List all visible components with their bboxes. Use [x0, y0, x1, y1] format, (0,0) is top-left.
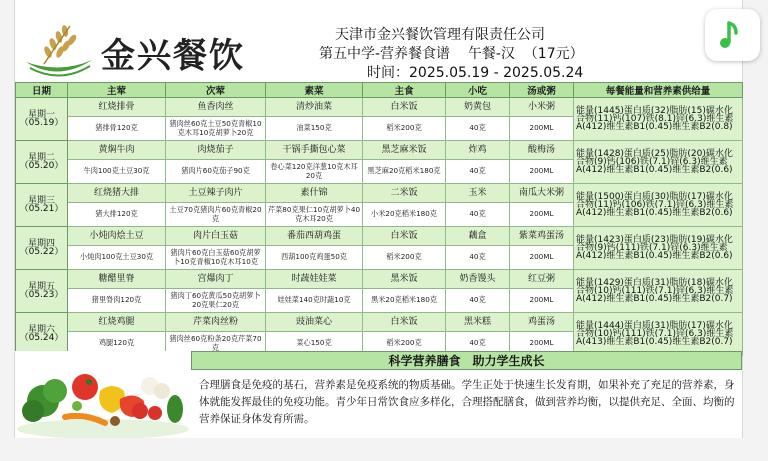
dish-vegetable: 干锅手撕包心菜	[266, 141, 363, 160]
col-header-staple: 主食	[363, 83, 446, 98]
col-header-nutrition: 每餐能量和营养素供给量	[574, 83, 743, 98]
ingredient-soup: 200ML	[510, 203, 574, 227]
dish-row	[16, 98, 743, 117]
company-name: 天津市金兴餐饮管理有限责任公司	[335, 27, 545, 43]
col-header-date: 日期	[16, 83, 68, 98]
nutrition-cell: 能量(1429)蛋白质(31)脂肪(18)碳水化合物(10)钙(111)铁(7.1)锌(6.3)维生素A(412)维生素B1(0.45)维生素B2(0.7)	[574, 270, 743, 313]
ingredient-soup: 200ML	[510, 160, 574, 184]
day-cell: 星期五（05.23）	[16, 270, 68, 313]
dish-side-meat: 芹菜肉丝粉	[166, 313, 266, 332]
ingredient-main-meat: 猪里脊肉120克	[68, 289, 166, 313]
dish-main-meat: 红烧排骨	[68, 98, 166, 117]
ingredient-soup: 200ML	[510, 332, 574, 356]
ingredient-staple: 小米20克稻米180克	[363, 203, 446, 227]
ingredient-side-meat: 猪肉丝60克粉条20克芹菜70克	[166, 332, 266, 356]
ingredient-vegetable: 油菜150克	[266, 117, 363, 141]
ingredient-main-meat: 猪大排120克	[68, 203, 166, 227]
dish-soup: 紫菜鸡蛋汤	[510, 227, 574, 246]
dish-staple: 黑米饭	[363, 270, 446, 289]
table-header-row	[16, 83, 743, 98]
ingredient-snack: 40克	[446, 117, 510, 141]
menu-subtitle: 第五中学-营养餐食谱 午餐-汉 （17元）	[319, 46, 584, 62]
dish-side-meat: 肉烧茄子	[166, 141, 266, 160]
dish-row	[16, 270, 743, 289]
nutrition-paragraph: 合理膳食是免疫的基石，营养素是免疫系统的物质基础。学生正处于快速生长发育期，如果补充了充足的营养素，身体就能发挥最佳的免疫功能。青少年日常饮食应多样化，合理搭配膳食，做到营养均衡，以提供充足、全面、均衡的营养保证身体发育所需。	[199, 379, 735, 425]
ingredient-vegetable: 西葫100克鸡蛋50克	[266, 246, 363, 270]
dish-side-meat: 肉片白玉菇	[166, 227, 266, 246]
dish-main-meat: 黄焖牛肉	[68, 141, 166, 160]
ingredient-main-meat: 牛肉100克土豆30克	[68, 160, 166, 184]
ingredient-vegetable: 卷心菜120克洋葱10克木耳20克	[266, 160, 363, 184]
bottom-section	[15, 351, 742, 438]
ingredient-side-meat: 猪肉丁60克黄瓜50克胡萝卜20克果仁20克	[166, 289, 266, 313]
dish-staple: 白米饭	[363, 98, 446, 117]
col-header-main-meat: 主荤	[68, 83, 166, 98]
ingredient-snack: 40克	[446, 289, 510, 313]
dish-staple: 黑芝麻米饭	[363, 141, 446, 160]
vegetables-image	[15, 351, 191, 438]
dish-snack: 藕盒	[446, 227, 510, 246]
dish-row	[16, 227, 743, 246]
wheat-logo-icon	[20, 22, 98, 78]
nutrition-cell: 能量(1428)蛋白质(25)脂肪(20)碳水化合物(9)钙(106)铁(7.1)锌(6.3)维生素A(412)维生素B1(0.45)维生素B2(0.6)	[574, 141, 743, 184]
ingredient-snack: 40克	[446, 160, 510, 184]
ingredient-staple: 稻米200克	[363, 246, 446, 270]
dish-row	[16, 184, 743, 203]
ingredient-vegetable: 娃娃菜140克时蔬10克	[266, 289, 363, 313]
col-header-vegetable: 素菜	[266, 83, 363, 98]
dish-staple: 白米饭	[363, 227, 446, 246]
dish-soup: 鸡蛋汤	[510, 313, 574, 332]
ingredient-side-meat: 土豆70克猪肉片60克青椒20克	[166, 203, 266, 227]
dish-side-meat: 土豆辣子肉片	[166, 184, 266, 203]
ingredient-main-meat: 猪排骨120克	[68, 117, 166, 141]
ingredient-staple: 黑米20克稻米180克	[363, 289, 446, 313]
col-header-snack: 小吃	[446, 83, 510, 98]
dish-snack: 奶香馒头	[446, 270, 510, 289]
col-header-side-meat: 次荤	[166, 83, 266, 98]
ingredient-snack: 40克	[446, 203, 510, 227]
dish-main-meat: 糖醋里脊	[68, 270, 166, 289]
nutrition-cell: 能量(1423)蛋白质(23)脂肪(19)碳水化合物(9)钙(111)铁(7.1)锌(6.3)维生素A(412)维生素B1(0.45)维生素B2(0.6)	[574, 227, 743, 270]
ingredient-main-meat: 鸡腿120克	[68, 332, 166, 356]
slogan-banner: 科学营养膳食 助力学生成长	[191, 351, 742, 370]
ingredient-soup: 200ML	[510, 246, 574, 270]
date-range: 时间：2025.05.19 - 2025.05.24	[367, 65, 584, 81]
ingredient-main-meat: 小炖肉100克土豆30克	[68, 246, 166, 270]
dish-soup: 酸梅汤	[510, 141, 574, 160]
nutrition-cell: 能量(1500)蛋白质(30)脂肪(17)碳水化合物(11)钙(106)铁(7.1)锌(6.3)维生素A(412)维生素B1(0.45)维生素B2(0.6)	[574, 184, 743, 227]
ingredient-side-meat: 猪肉片60克白玉菇60克胡萝卜10克青椒10克木耳10克	[166, 246, 266, 270]
header	[15, 0, 742, 82]
dish-side-meat: 鱼香肉丝	[166, 98, 266, 117]
ingredient-snack: 40克	[446, 332, 510, 356]
dish-staple: 白米饭	[363, 313, 446, 332]
ingredient-soup: 200ML	[510, 289, 574, 313]
day-cell: 星期一（05.19）	[16, 98, 68, 141]
ingredient-staple: 黑芝麻20克稻米180克	[363, 160, 446, 184]
dish-soup: 红豆粥	[510, 270, 574, 289]
brand-name: 金兴餐饮	[101, 36, 245, 76]
dish-vegetable: 番茄西葫鸡蛋	[266, 227, 363, 246]
dish-snack: 黑米糕	[446, 313, 510, 332]
menu-sheet	[14, 0, 743, 438]
dish-main-meat: 小炖肉烩土豆	[68, 227, 166, 246]
dish-soup: 南瓜大米粥	[510, 184, 574, 203]
dish-vegetable: 豉油菜心	[266, 313, 363, 332]
dish-soup: 小米粥	[510, 98, 574, 117]
dish-row	[16, 313, 743, 332]
ingredient-vegetable: 菜心150克	[266, 332, 363, 356]
dish-vegetable: 时蔬娃娃菜	[266, 270, 363, 289]
ingredient-staple: 稻米200克	[363, 332, 446, 356]
dish-side-meat: 宫爆肉丁	[166, 270, 266, 289]
dish-row	[16, 141, 743, 160]
dish-snack: 炸鸡	[446, 141, 510, 160]
dish-vegetable: 素什锦	[266, 184, 363, 203]
menu-table	[15, 82, 743, 356]
nutrition-cell: 能量(1445)蛋白质(32)脂肪(15)碳水化合物(11)钙(107)铁(8.1)锌(6.3)维生素A(412)维生素B1(0.45)维生素B2(0.8)	[574, 98, 743, 141]
music-note-icon[interactable]	[705, 9, 760, 61]
ingredient-vegetable: 芹菜80克果仁10克胡萝卜40克木耳20克	[266, 203, 363, 227]
ingredient-side-meat: 猪肉片60克茄子90克	[166, 160, 266, 184]
day-cell: 星期二（05.20）	[16, 141, 68, 184]
dish-main-meat: 红烧猪大排	[68, 184, 166, 203]
dish-vegetable: 清炒油菜	[266, 98, 363, 117]
dish-main-meat: 红烧鸡腿	[68, 313, 166, 332]
ingredient-side-meat: 猪肉丝60克土豆50克青椒10克木耳10克胡萝卜20克	[166, 117, 266, 141]
day-cell: 星期四（05.22）	[16, 227, 68, 270]
ingredient-soup: 200ML	[510, 117, 574, 141]
dish-snack: 奶黄包	[446, 98, 510, 117]
dish-snack: 玉米	[446, 184, 510, 203]
nutrition-cell: 能量(1444)蛋白质(31)脂肪(17)碳水化合物(10)钙(111)铁(7.1)锌(6.3)维生素A(413)维生素B1(0.45)维生素B2(0.7)	[574, 313, 743, 356]
day-cell: 星期六（05.24）	[16, 313, 68, 356]
ingredient-staple: 稻米200克	[363, 117, 446, 141]
day-cell: 星期三（05.21）	[16, 184, 68, 227]
col-header-soup: 汤或粥	[510, 83, 574, 98]
music-note-glyph	[705, 9, 760, 61]
dish-staple: 二米饭	[363, 184, 446, 203]
ingredient-snack: 40克	[446, 246, 510, 270]
